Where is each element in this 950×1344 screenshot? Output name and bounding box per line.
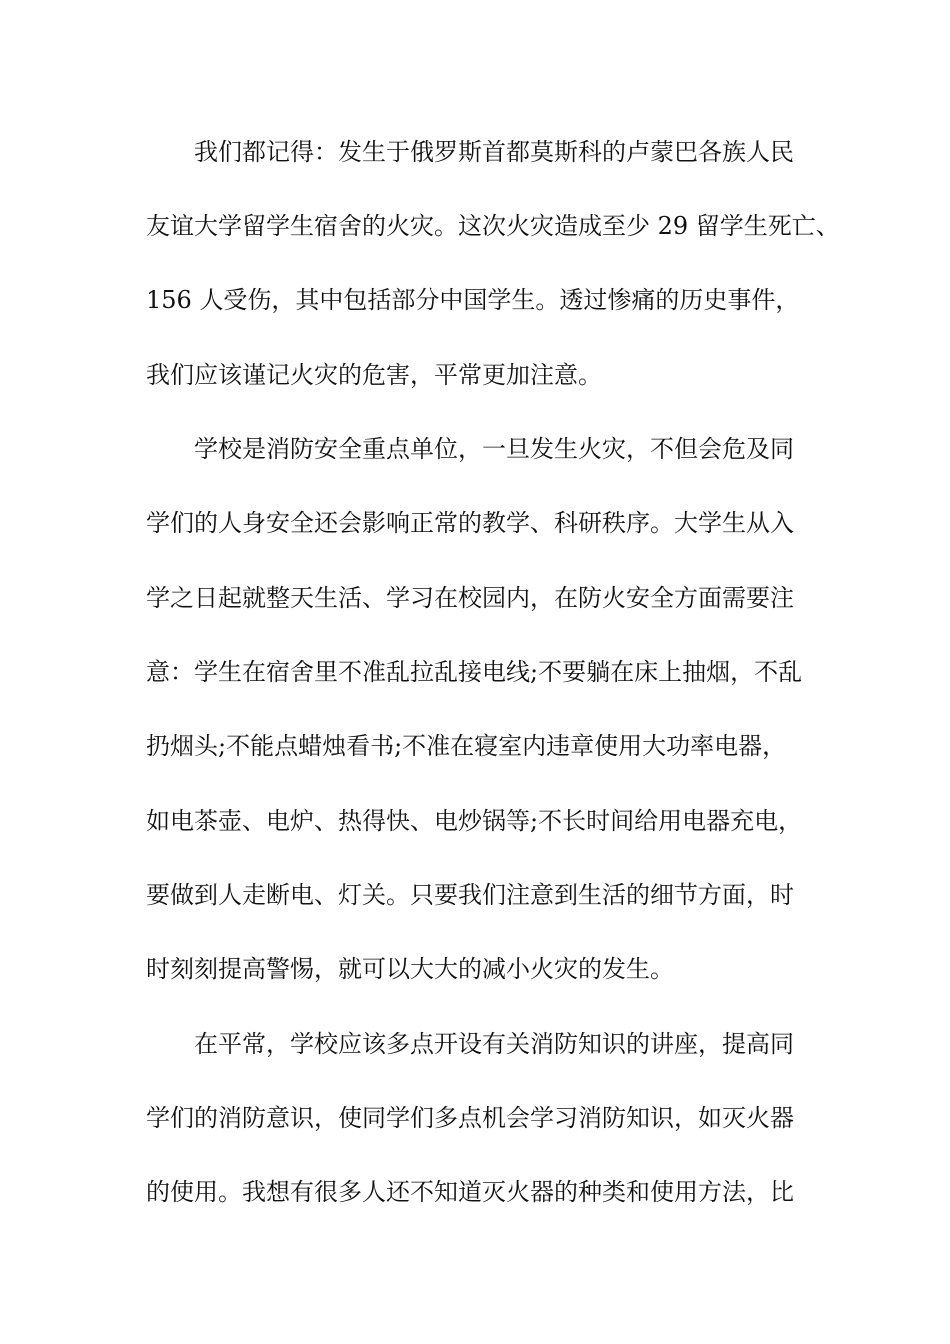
paragraph-1-line-1: 我们都记得：发生于俄罗斯首都莫斯科的卢蒙巴各族人民 (194, 138, 794, 166)
paragraph-2-line-4: 意：学生在宿舍里不准乱拉乱接电线;不要躺在床上抽烟，不乱 (146, 658, 803, 686)
paragraph-3-line-3: 的使用。我想有很多人还不知道灭火器的种类和使用方法，比 (146, 1178, 794, 1206)
paragraph-2-line-2: 学们的人身安全还会影响正常的教学、科研秩序。大学生从入 (146, 509, 794, 537)
paragraph-2-line-1: 学校是消防安全重点单位，一旦发生火灾，不但会危及同 (194, 435, 794, 463)
paragraph-2-line-5: 扔烟头;不能点蜡烛看书;不准在寝室内违章使用大功率电器， (146, 732, 787, 760)
paragraph-2-line-7: 要做到人走断电、灯关。只要我们注意到生活的细节方面，时 (146, 881, 794, 909)
paragraph-3-line-1: 在平常，学校应该多点开设有关消防知识的讲座，提高同 (194, 1030, 794, 1058)
paragraph-2-line-6: 如电茶壶、电炉、热得快、电炒锅等;不长时间给用电器充电， (146, 807, 803, 835)
paragraph-1-line-2: 友谊大学留学生宿舍的火灾。这次火灾造成至少 29 留学生死亡、 (146, 212, 840, 240)
paragraph-1-line-3: 156 人受伤，其中包括部分中国学生。透过惨痛的历史事件， (146, 286, 800, 314)
paragraph-2-line-3: 学之日起就整天生活、学习在校园内，在防火安全方面需要注 (146, 584, 794, 612)
paragraph-2-line-8: 时刻刻提高警惕，就可以大大的减小火灾的发生。 (146, 955, 674, 983)
paragraph-1-line-4: 我们应该谨记火灾的危害，平常更加注意。 (146, 361, 602, 389)
paragraph-3-line-2: 学们的消防意识，使同学们多点机会学习消防知识，如灭火器 (146, 1104, 794, 1132)
